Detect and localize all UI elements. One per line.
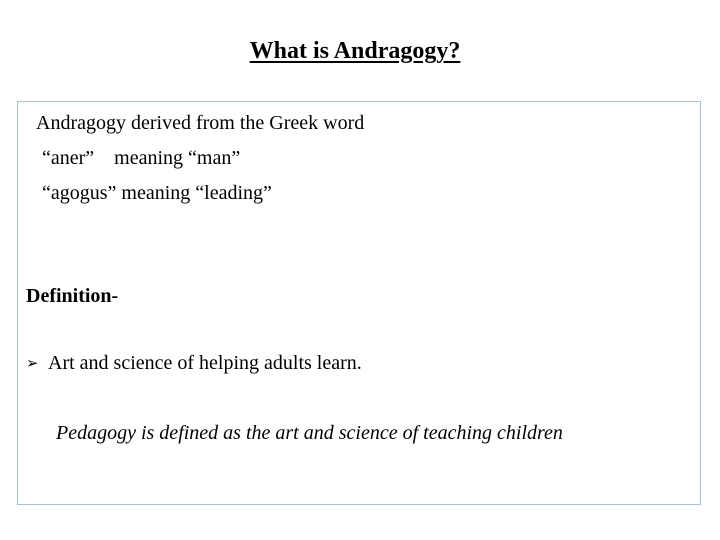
bullet-item bbox=[26, 350, 362, 377]
arrow-bullet-icon: ➢ bbox=[26, 354, 39, 372]
pedagogy-note: Pedagogy is defined as the art and science of teaching children bbox=[56, 422, 563, 444]
definition-heading: Definition- bbox=[26, 285, 119, 307]
agogus-line: “agogus” meaning “leading” bbox=[42, 182, 272, 204]
bullet-text: Art and science of helping adults learn. bbox=[48, 352, 362, 374]
origin-line: Andragogy derived from the Greek word bbox=[36, 112, 365, 134]
aner-line: “aner” meaning “man” bbox=[42, 147, 241, 169]
slide-title: What is Andragogy? bbox=[249, 38, 461, 64]
